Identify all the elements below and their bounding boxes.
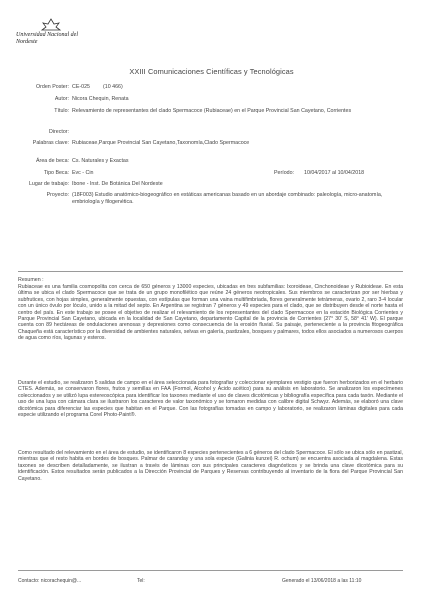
resumen-paragraph-1: Rubiaceae es una familia cosmopolita con cerca de 650 géneros y 13000 especies, ubicadas en tres subfamilias: Ixoroideae, Cinchonoideae y Rubioideae. En esta última se ubica el clado Spermacoce que se trata de un grupo monofilético que reúne 24 géneros neotropicales. Sus miembros se caracterizan por ser hierbas y subfrutices, con hojas simples, generalmente opuestas, con estípulas que forman una vaina multifimbriada, flores generalmente tetrámeras, ovario 2, raro 3-4 locular con un único óvulo por lóculo, unido a la mitad del septo. En Argentina se registran 7 géneros y 49 especies para el clado, que se distribuyen desde el norte hasta el centro del país. En este trabajo se posee el objetivo de realizar el relevamiento de los representantes del clado Spermacoce en la estación Biológica Corrientes y Parque Provincial San Cayetano, ubicada en la localidad de San Cayetano, departamento Capital de la provincia de Corrientes (27° 30' S, 58° 41' W). El parque cuenta con 89 hectáreas de ondulaciones arenosas y depresiones como consecuencia de la erosión fluvial. Su paisaje, perteneciente a la provincia fitogeográfica Chaqueña está característico por la diversidad de ambientes naturales, selvas en galería, pastizales, bosques y palmares, todos ellos asociados a numerosos cuerpos de agua como ríos, lagunas y esteros. <box>18 284 403 342</box>
divider-bottom <box>18 570 403 571</box>
footer-generado: Generado el 13/06/2018 a las 11:10 <box>282 578 362 584</box>
tipo-beca-value: Evc - Cin <box>72 170 94 176</box>
lugar-trabajo-label: Lugar de trabajo: <box>28 181 69 187</box>
tipo-beca-label: Tipo Beca: <box>43 170 69 176</box>
proyecto-value: (18F003) Estudio anatómico-biogeográfico en estáticas americanas basado en un abordaje combinado: paleología, micro-anatomía, embriología y filogenética. <box>72 192 383 205</box>
orden-poster-label: Orden Poster: <box>36 84 69 90</box>
autor-label: Autor: <box>54 96 69 102</box>
director-label: Director: <box>48 129 69 135</box>
resumen-paragraph-3: Como resultado del relevamiento en el área de estudio, se identificaron 8 especies pertenecientes a 6 géneros del clado Spermacoce. El sólo se ubica sólo en pastizal, mientras que el resto habita en bordes de bosques. Palmar de caranday y una sola especie (Galinia kunzei) R. ochum) se encuentra asociada al magdalena. Estas taxones se describen detalladamente, se ilustran a través de láminas con sus principales caracteres diagnósticos y se brinda una clave dicotómica para su identificación. Estos resultados serán publicados a la Dirección Provincial de Parques y Reservas contribuyendo al inventario de la flora del Parque Provincial San Cayetano. <box>18 450 403 482</box>
resumen-paragraph-2: Durante el estudio, se realizaron 5 salidas de campo en el área seleccionada para fotografiar y coleccionar ejemplares vestigio que fueron herborizados en el herbario CTES. Además, se conservaron flores, frutos y semillas en FAA (Formol, Alcohol y Ácido acético) para su análisis en laboratorio. Se analizaron los especímenes coleccionados y se utilizó lupa estereoscópica para identificar los taxones mediante el uso de claves dicotómicas y bibliografía específica para cada taxón. Mediante el uso de una lupa con cámara clara se ilustraron los caracteres de valor taxonómico y se tomaron medidas con calibre digital Schwyz. Además, se elaboró una clave dicotómica para diferenciar las especies que habitan en el Parque. Con las fotografías tomadas en campo y laboratorio, se realizaron láminas digitales para cada especie utilizando el programa Corel Photo-Paint®. <box>18 380 403 419</box>
page-title: XXIII Comunicaciones Científicas y Tecnológicas <box>129 67 294 76</box>
area-beca-value: Cs. Naturales y Exactas <box>72 158 129 164</box>
periodo-value: 10/04/2017 al 10/04/2018 <box>304 170 365 176</box>
palabras-clave-label: Palabras clave: <box>32 140 69 146</box>
orden-poster-value: CE-025 <box>72 84 90 90</box>
lugar-trabajo-value: Ibone - Inst. De Botánica Del Nordeste <box>72 181 163 187</box>
titulo-value: Relevamiento de representantes del clado Spermacoce (Rubiaceae) en el Parque Provincial San Cayetano, Corrientes <box>72 108 352 114</box>
orden-poster-id: (10 466) <box>103 84 123 90</box>
university-emblem-icon <box>40 18 62 32</box>
footer-contacto: Contacto: nicorachequin@... <box>18 578 82 584</box>
titulo-label: Título: <box>54 108 69 114</box>
proyecto-label: Proyecto: <box>46 192 69 198</box>
divider-top <box>18 271 403 272</box>
periodo-label: Período: <box>274 170 295 176</box>
university-logo <box>16 18 86 48</box>
university-name: Universidad Nacional del Nordeste <box>16 32 78 45</box>
resumen-label: Resumen : <box>18 277 44 283</box>
autor-value: Nicora Chequin, Renata <box>72 96 129 102</box>
footer-tel: Tel: <box>137 578 145 584</box>
area-beca-label: Área de beca: <box>36 158 69 164</box>
palabras-clave-value: Rubiaceae,Parque Provincial San Cayetano,Taxonomía,Clado Spermacoce <box>72 140 250 146</box>
